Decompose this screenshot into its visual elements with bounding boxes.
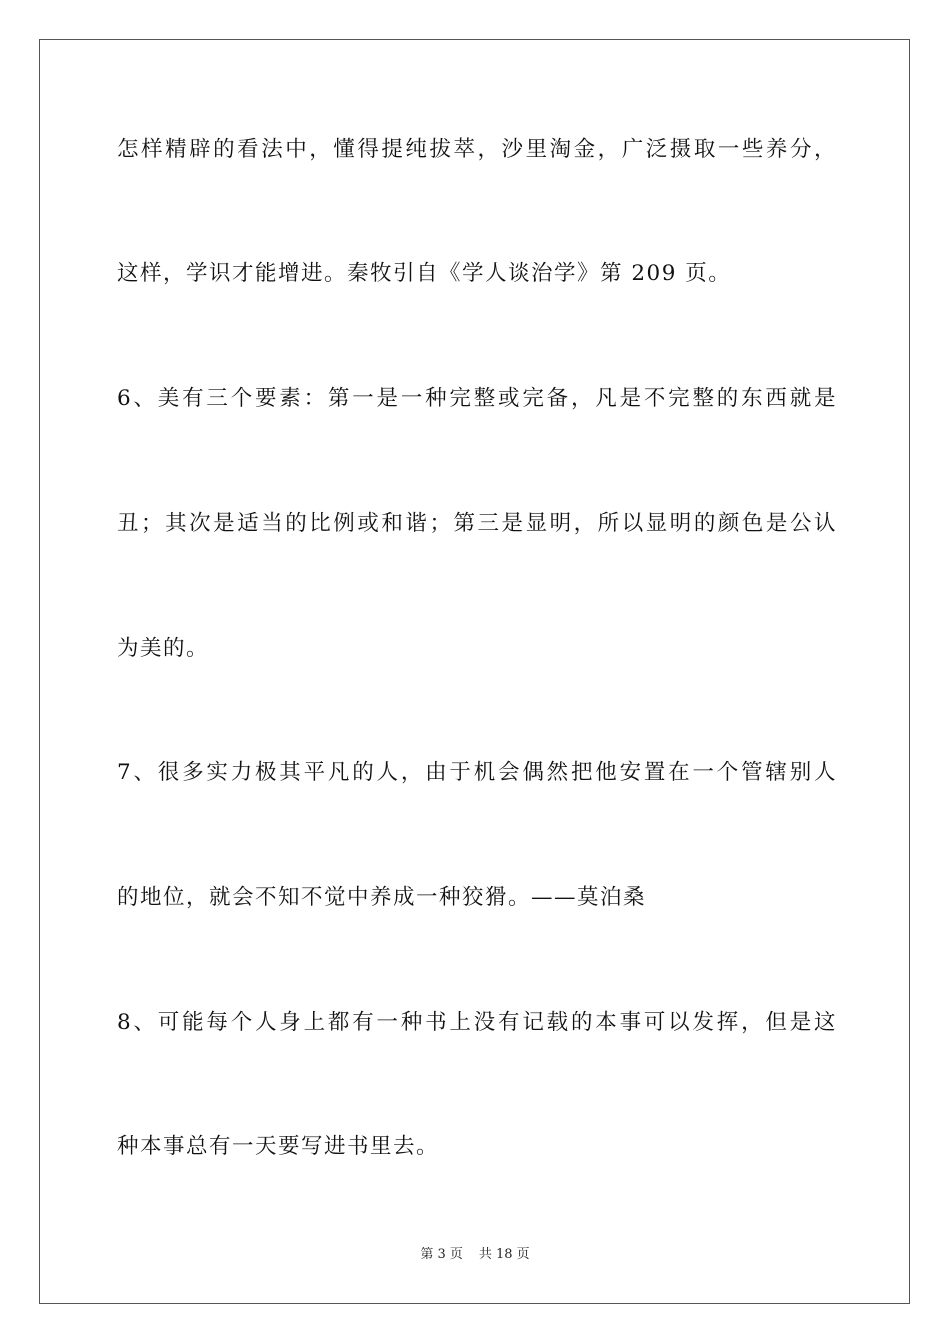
text-line-6: 7、很多实力极其平凡的人，由于机会偶然把他安置在一个管辖别人: [117, 760, 837, 785]
page-number: 第 3 页: [420, 1247, 463, 1262]
page-total: 共 18 页: [478, 1247, 530, 1262]
text-line-2: 这样，学识才能增进。秦牧引自《学人谈治学》第 209 页。: [117, 261, 732, 286]
text-line-8: 8、可能每个人身上都有一种书上没有记载的本事可以发挥，但是这: [117, 1010, 837, 1035]
text-line-3: 6、美有三个要素：第一是一种完整或完备，凡是不完整的东西就是: [117, 386, 837, 411]
text-line-9: 种本事总有一天要写进书里去。: [117, 1134, 440, 1159]
text-line-1: 怎样精辟的看法中，懂得提纯拔萃，沙里淘金，广泛摄取一些养分，: [117, 137, 837, 162]
text-line-7: 的地位，就会不知不觉中养成一种狡猾。——莫泊桑: [117, 885, 647, 910]
text-line-4: 丑；其次是适当的比例或和谐；第三是显明，所以显明的颜色是公认: [117, 511, 837, 536]
text-line-5: 为美的。: [117, 636, 210, 661]
page-footer: [0, 1246, 950, 1264]
page-border: [39, 39, 910, 1304]
